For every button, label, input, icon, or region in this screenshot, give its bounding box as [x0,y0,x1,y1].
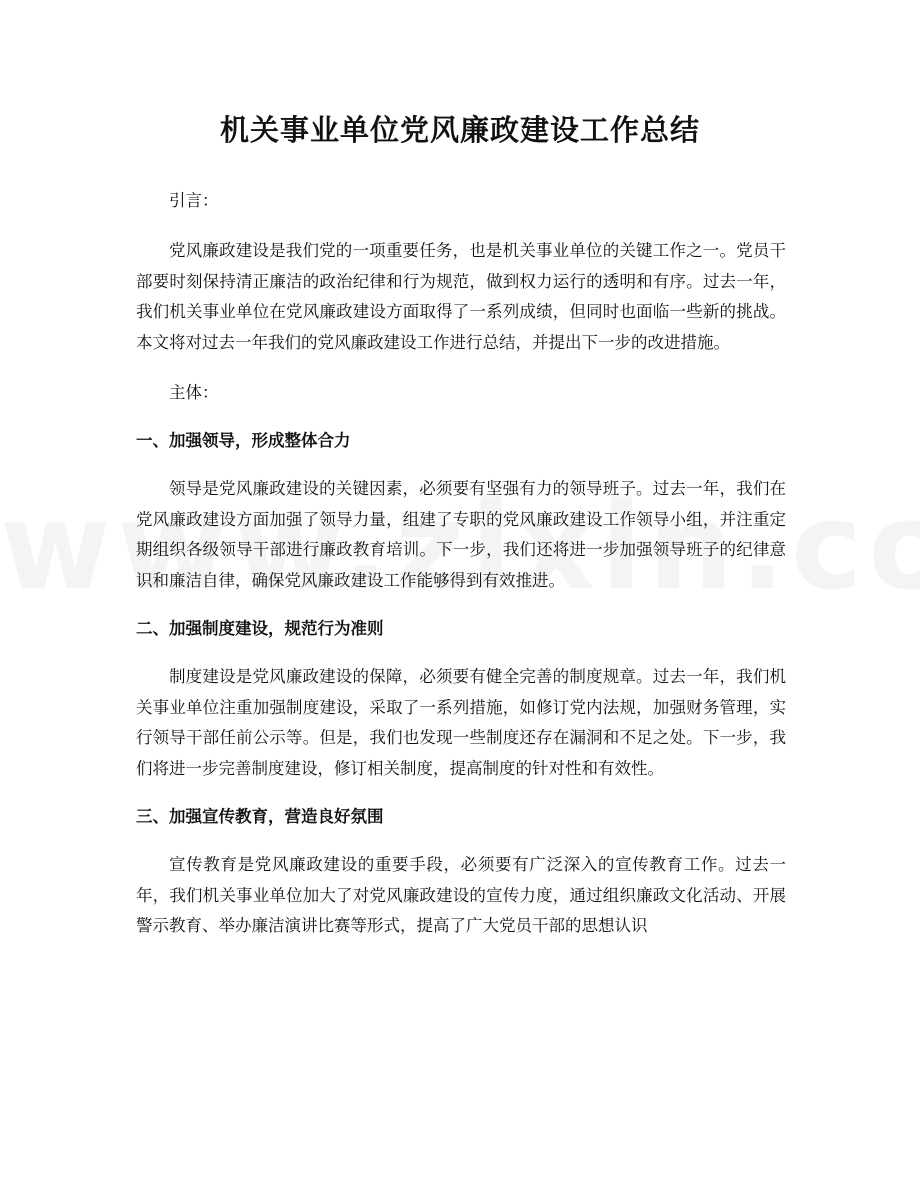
section-paragraph-3: 宣传教育是党风廉政建设的重要手段，必须要有广泛深入的宣传教育工作。过去一年，我们机关事业单位加大了对党风廉政建设的宣传力度，通过组织廉政文化活动、开展警示教育、举办廉洁演讲比赛等形式，提高了广大党员干部的思想认识 [136,855,786,935]
section-heading-3: 三、加强宣传教育，营造良好氛围 [136,807,384,826]
intro-paragraph: 党风廉政建设是我们党的一项重要任务，也是机关事业单位的关键工作之一。党员干部要时刻保持清正廉洁的政治纪律和行为规范，做到权力运行的透明和有序。过去一年，我们机关事业单位在党风廉政建设方面取得了一系列成绩，但同时也面临一些新的挑战。本文将对过去一年我们的党风廉政建设工作进行总结，并提出下一步的改进措施。 [136,241,786,352]
document-title: 机关事业单位党风廉政建设工作总结 [219,113,700,147]
body-label: 主体： [169,383,219,402]
section-paragraph-1: 领导是党风廉政建设的关键因素，必须要有坚强有力的领导班子。过去一年，我们在党风廉政建设方面加强了领导力量，组建了专职的党风廉政建设工作领导小组，并注重定期组织各级领导干部进行廉政教育培训。下一步，我们还将进一步加强领导班子的纪律意识和廉洁自律，确保党风廉政建设工作能够得到有效推进。 [136,479,786,590]
document-body [136,186,786,942]
section-heading-2: 二、加强制度建设，规范行为准则 [136,619,384,638]
intro-label: 引言： [169,191,219,210]
section-heading-1: 一、加强领导，形成整体合力 [136,431,351,450]
section-paragraph-2: 制度建设是党风廉政建设的保障，必须要有健全完善的制度规章。过去一年，我们机关事业单位注重加强制度建设，采取了一系列措施，如修订党内法规，加强财务管理，实行领导干部任前公示等。但是，我们也发现一些制度还存在漏洞和不足之处。下一步，我们将进一步完善制度建设，修订相关制度，提高制度的针对性和有效性。 [136,667,786,778]
